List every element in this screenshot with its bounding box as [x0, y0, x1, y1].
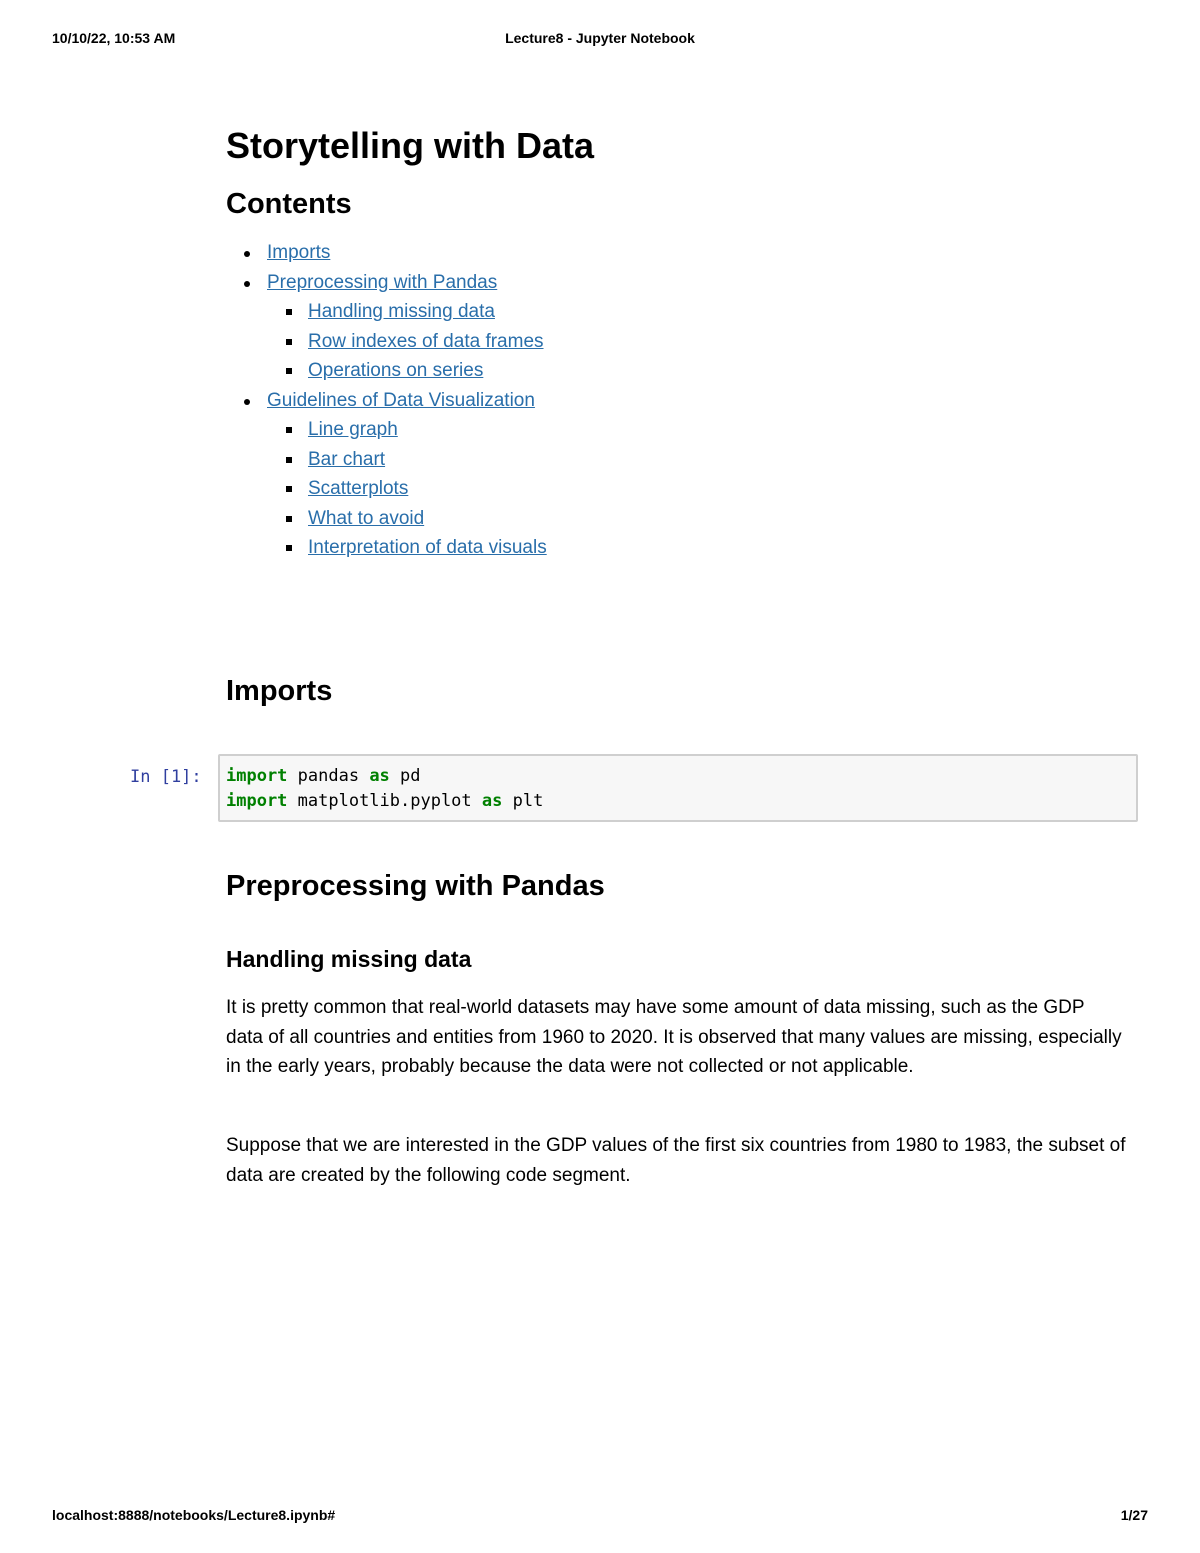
toc-link-scatterplots[interactable]: Scatterplots: [308, 478, 409, 499]
toc-item: [226, 474, 1138, 504]
toc-item: [226, 268, 1138, 298]
toc-link-bar-chart[interactable]: Bar chart: [308, 448, 386, 470]
imports-heading: Imports: [226, 674, 333, 707]
toc-item: [226, 386, 1138, 416]
print-footer: [52, 1507, 1148, 1527]
code-keyword: import: [226, 766, 288, 786]
toc-item: [226, 327, 1138, 357]
toc-item: [226, 356, 1138, 386]
toc-item: [226, 297, 1138, 327]
notebook-content: [226, 124, 1138, 709]
print-datetime: 10/10/22, 10:53 AM: [52, 30, 176, 46]
toc-link-operations-series[interactable]: Operations on series: [308, 360, 484, 381]
toc-item: [226, 533, 1138, 563]
print-page-number: 1/27: [1120, 1507, 1148, 1523]
code-text: pandas: [287, 766, 370, 786]
toc-link-line-graph[interactable]: Line graph: [308, 419, 398, 440]
toc-link-interpretation[interactable]: Interpretation of data visuals: [308, 537, 547, 558]
toc-link-what-to-avoid[interactable]: What to avoid: [308, 507, 425, 529]
print-url: localhost:8888/notebooks/Lecture8.ipynb#: [52, 1507, 336, 1523]
toc-link-imports[interactable]: Imports: [267, 242, 331, 263]
contents-heading: Contents: [226, 188, 352, 220]
table-of-contents: [226, 238, 1138, 563]
toc-item: [226, 504, 1138, 534]
code-keyword: import: [226, 791, 288, 811]
missing-data-heading: Handling missing data: [226, 946, 472, 972]
code-keyword: as: [481, 791, 503, 811]
toc-item: [226, 445, 1138, 475]
print-header: [52, 30, 1148, 50]
toc-link-preprocessing[interactable]: Preprocessing with Pandas: [267, 271, 498, 293]
code-text: pd: [389, 766, 421, 786]
paragraph-missing-data: It is pretty common that real-world datasets may have some amount of data missing, such as the GDP data of all countries and entities from 1960 to 2020. It is observed that many values are missing, especially in the early years, probably because the data were not collected or not applicable.: [226, 997, 1122, 1077]
notebook-title: Storytelling with Data: [226, 125, 595, 166]
toc-link-guidelines[interactable]: Guidelines of Data Visualization: [267, 389, 535, 411]
code-text: matplotlib.pyplot: [287, 791, 482, 811]
code-input[interactable]: [218, 754, 1138, 822]
cell-prompt: In [1]:: [130, 767, 202, 787]
preprocessing-heading: Preprocessing with Pandas: [226, 870, 605, 902]
code-line: [226, 789, 1130, 814]
toc-link-row-indexes[interactable]: Row indexes of data frames: [308, 330, 544, 352]
toc-item: [226, 238, 1138, 268]
print-title: Lecture8 - Jupyter Notebook: [505, 30, 695, 46]
code-text: plt: [502, 791, 544, 811]
code-line: [226, 764, 1130, 789]
code-keyword: as: [369, 766, 390, 786]
toc-item: [226, 415, 1138, 445]
toc-link-missing-data[interactable]: Handling missing data: [308, 301, 495, 322]
paragraph-subset: Suppose that we are interested in the GDP values of the first six countries from 1980 to 1983, the subset of data are created by the following code segment.: [226, 1135, 1126, 1186]
